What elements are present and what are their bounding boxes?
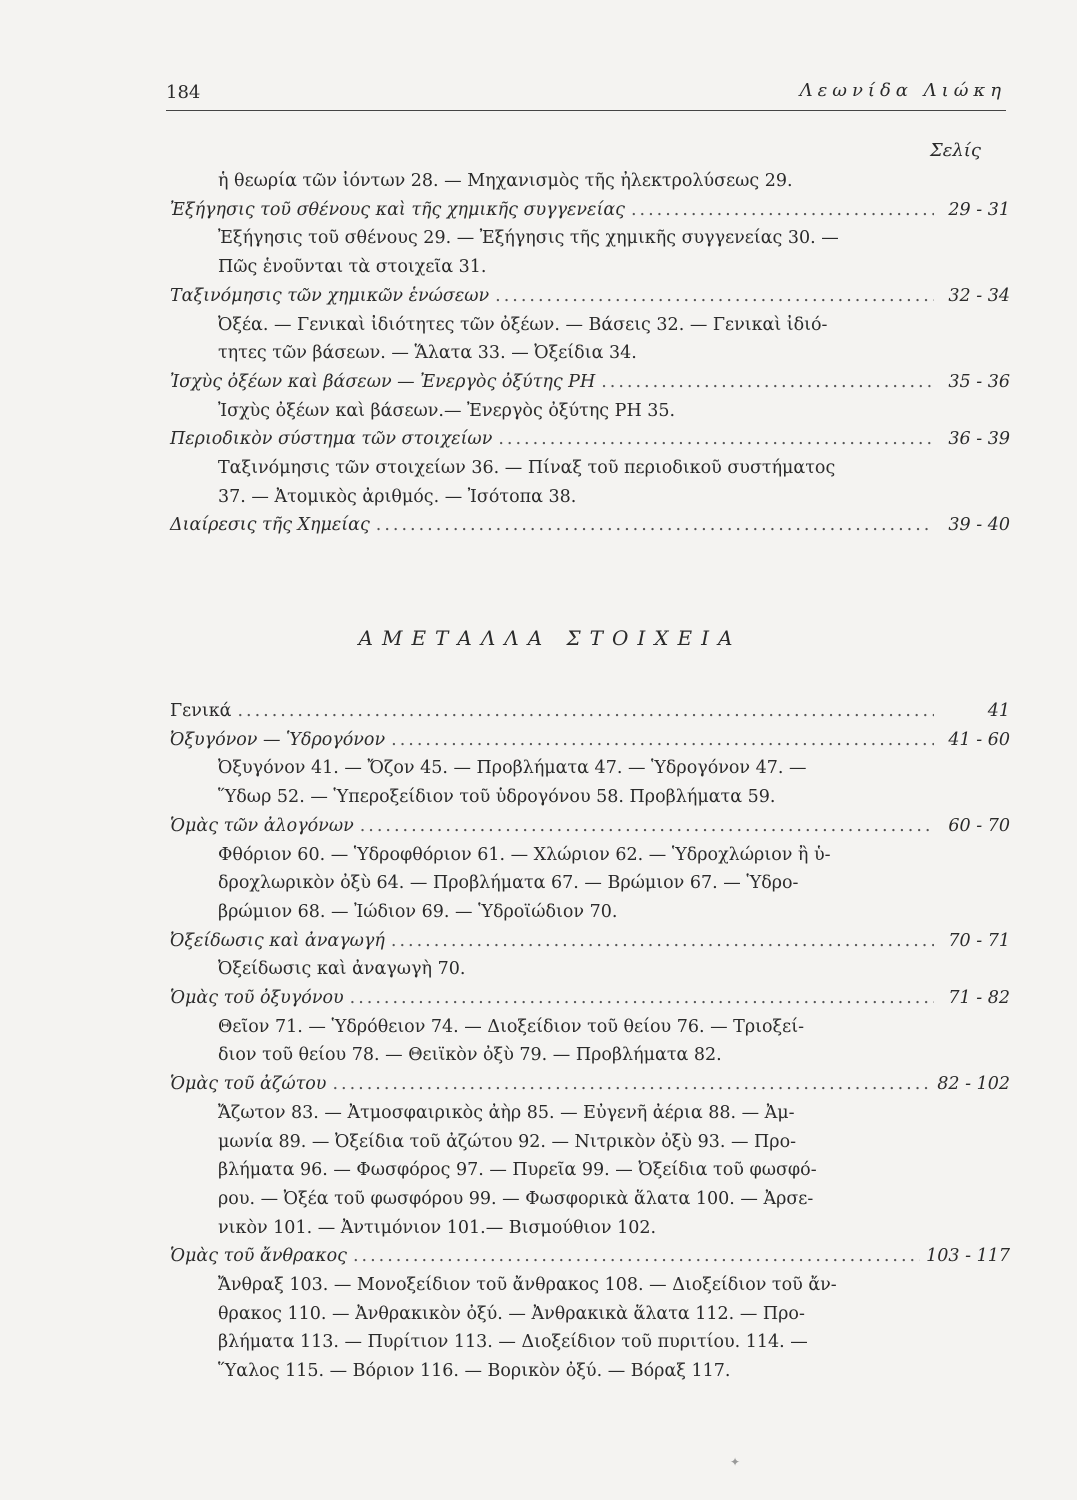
dot-leader [332,1071,931,1097]
toc-entry-title: Ταξινόμησις τῶν χημικῶν ἑνώσεων [170,285,490,306]
toc-entry-title: Γενικά [170,701,232,721]
toc-entry-pages: 36 - 39 [948,429,1010,450]
toc-entry-description: Ὀξέα. — Γενικαὶ ἰδιότητες τῶν ὀξέων. — Βάσεις 32. — Γενικαὶ ἰδιό- [218,314,828,335]
toc-entry-description: Ὀξείδωσις καὶ ἀναγωγὴ 70. [218,959,466,980]
toc-entry-pages: 70 - 71 [948,930,1010,951]
dot-leader [353,1243,920,1269]
toc-entry-description: Φθόριον 60. — Ὑδροφθόριον 61. — Χλώριον 62. — Ὑδροχλώριον ἢ ὑ- [218,844,831,865]
page-header [166,74,1006,111]
dot-leader [495,283,934,309]
toc-entry-description: θρακος 110. — Ἀνθρακικὸν ὀξύ. — Ἀνθρακικὰ ἅλατα 112. — Προ- [218,1303,805,1324]
toc-entry [170,985,1010,1011]
toc-entry-description: Ἄνθραξ 103. — Μονοξείδιον τοῦ ἄνθρακος 108. — Διοξείδιον τοῦ ἄν- [218,1275,837,1295]
toc-entry-description: Ὕαλος 115. — Βόριον 116. — Βορικὸν ὀξύ. — Βόραξ 117. [218,1361,731,1382]
toc-entry-description: 37. — Ἀτομικὸς ἀριθμός. — Ἰσότοπα 38. [218,486,577,507]
toc-entry [170,1071,1010,1097]
toc-entry-pages: 39 - 40 [948,515,1010,536]
dot-leader [350,985,934,1011]
toc-entry-title: Ὁμὰς τῶν ἀλογόνων [170,815,354,836]
toc-entry [170,698,1010,724]
toc-entry-title: Ὁμὰς τοῦ ἄνθρακος [170,1246,347,1267]
toc-entry [170,197,1010,223]
toc-entry-pages: 60 - 70 [948,815,1010,836]
toc-entry-title: Ἰσχὺς ὀξέων καὶ βάσεων — Ἐνεργὸς ὀξύτης PH [170,371,596,392]
dot-leader [360,813,934,839]
toc-entry [170,727,1010,753]
toc-entry-pages: 29 - 31 [948,199,1010,220]
dot-leader [237,698,934,724]
dot-leader [391,928,934,954]
toc-entry [170,1243,1010,1269]
toc-entry-description: Πῶς ἑνοῦνται τὰ στοιχεῖα 31. [218,257,487,278]
toc-entry [170,426,1010,452]
toc-entry [170,512,1010,538]
ink-speck: ✦ [730,1455,741,1469]
toc-entry-pages: 35 - 36 [948,371,1010,392]
page-number: 184 [166,82,201,103]
toc-entry-pages: 41 - 60 [948,729,1010,750]
toc-entry [170,813,1010,839]
dot-leader [391,727,934,753]
dot-leader [601,369,934,395]
toc-entry-description: ἡ θεωρία τῶν ἰόντων 28. — Μηχανισμὸς τῆς ἠλεκτρολύσεως 29. [218,171,793,191]
toc-entry [170,283,1010,309]
toc-entry-description: ρου. — Ὀξέα τοῦ φωσφόρου 99. — Φωσφορικὰ ἅλατα 100. — Ἀρσε- [218,1188,814,1209]
toc-entry-pages: 103 - 117 [926,1246,1010,1267]
toc-entry-title: Ἐξήγησις τοῦ σθένους καὶ τῆς χημικῆς συγγενείας [170,199,625,220]
toc-entry-description: Ὀξυγόνον 41. — Ὄζον 45. — Προβλήματα 47. — Ὑδρογόνον 47. — [218,758,807,779]
toc-entry-description: Ἐξήγησις τοῦ σθένους 29. — Ἐξήγησις τῆς χημικῆς συγγενείας 30. — [218,228,839,249]
dot-leader [498,426,934,452]
toc-entry-title: Ὀξυγόνον — Ὑδρογόνον [170,729,386,750]
toc-entry-description: Ἄζωτον 83. — Ἀτμοσφαιρικὸς ἀὴρ 85. — Εὐγενῆ ἀέρια 88. — Ἀμ- [218,1102,795,1123]
toc-entry-description: δροχλωρικὸν ὀξὺ 64. — Προβλήματα 67. — Βρώμιον 67. — Ὑδρο- [218,873,799,894]
toc-entry-description: βρώμιον 68. — Ἰώδιον 69. — Ὑδροϊώδιον 70. [218,901,618,922]
toc-entry [170,369,1010,395]
toc-entry-title: Ὁμὰς τοῦ ὀξυγόνου [170,988,344,1008]
dot-leader [631,197,934,223]
toc-entry-pages: 41 [987,701,1010,721]
toc-entry-description: Ὕδωρ 52. — Ὑπεροξείδιον τοῦ ὑδρογόνου 58. Προβλήματα 59. [218,787,776,808]
toc-entry-description: βλήματα 113. — Πυρίτιον 113. — Διοξείδιον τοῦ πυριτίου. 114. — [218,1332,808,1353]
toc-entry-pages: 32 - 34 [948,285,1010,306]
toc-entry-description: τητες τῶν βάσεων. — Ἅλατα 33. — Ὀξείδια 34. [218,343,637,364]
toc-entry [170,928,1010,954]
toc-entry-title: Ὁμὰς τοῦ ἀζώτου [170,1074,327,1095]
toc-entry-description: Ταξινόμησις τῶν στοιχείων 36. — Πίναξ τοῦ περιοδικοῦ συστήματος [218,458,836,478]
dot-leader [376,512,934,538]
toc-entry-description: μωνία 89. — Ὀξείδια τοῦ ἀζώτου 92. — Νιτρικὸν ὀξὺ 93. — Προ- [218,1131,797,1152]
toc-entry-title: Περιοδικὸν σύστημα τῶν στοιχείων [170,429,493,450]
toc-entry-pages: 82 - 102 [937,1074,1010,1095]
running-title: Λεωνίδα Λιώκη [799,80,1006,101]
toc-entry-description: Ἰσχὺς ὀξέων καὶ βάσεων.— Ἐνεργὸς ὀξύτης PH 35. [218,400,676,421]
toc-entry-description: νικὸν 101. — Ἀντιμόνιον 101.— Βισμούθιον 102. [218,1217,657,1238]
toc-entry-description: Θεῖον 71. — Ὑδρόθειον 74. — Διοξείδιον τοῦ θείου 76. — Τριοξεί- [218,1016,805,1037]
toc-entry-description: διον τοῦ θείου 78. — Θειϊκὸν ὀξὺ 79. — Προβλήματα 82. [218,1045,722,1066]
toc-entry-title: Διαίρεσις τῆς Χημείας [170,515,370,536]
toc-entry-title: Ὀξείδωσις καὶ ἀναγωγή [170,930,385,951]
toc-entry-pages: 71 - 82 [948,988,1010,1008]
section-heading: ΑΜΕΤΑΛΛΑ ΣΤΟΙΧΕΙΑ [358,626,742,650]
pages-column-label: Σελίς [930,140,981,161]
toc-entry-description: βλήματα 96. — Φωσφόρος 97. — Πυρεῖα 99. — Ὀξείδια τοῦ φωσφό- [218,1160,817,1181]
